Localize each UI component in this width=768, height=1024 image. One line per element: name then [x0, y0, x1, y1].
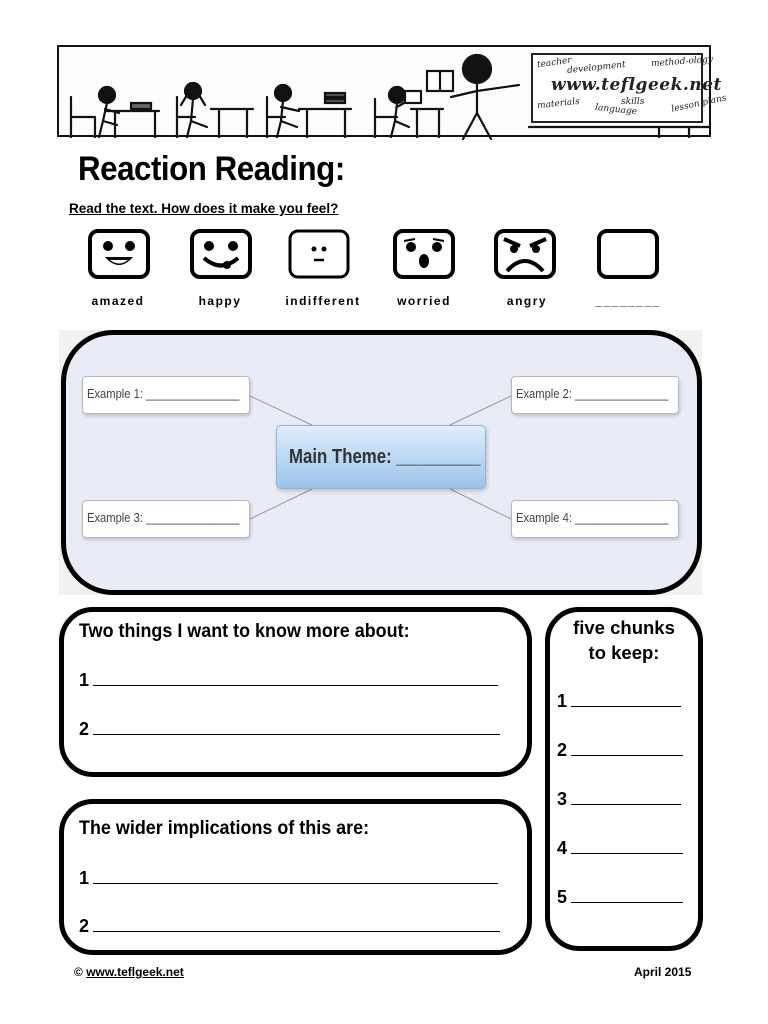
implications-heading: The wider implications of this are:: [79, 817, 370, 839]
example-2-box[interactable]: [511, 376, 679, 414]
line-number: 1: [79, 670, 90, 690]
board-site: www.teflgeek.net: [551, 75, 722, 95]
know-more-line-2[interactable]: [79, 717, 500, 740]
board-word: teacher: [536, 55, 573, 71]
know-more-heading: Two things I want to know more about:: [79, 620, 410, 642]
chunks-heading: [545, 615, 703, 665]
face-label-happy: happy: [198, 294, 242, 308]
face-label-amazed: amazed: [91, 294, 145, 308]
line-number: 2: [79, 916, 90, 936]
face-label-angry: angry: [506, 294, 548, 308]
footer-date: April 2015: [634, 965, 692, 979]
line-number: 2: [557, 740, 568, 760]
board-word: lesson plans: [670, 93, 728, 115]
example-1-label: Example 1: _______________: [87, 386, 240, 401]
main-theme-label: Main Theme: _________: [289, 446, 481, 468]
copyright-symbol: ©: [74, 965, 83, 979]
example-4-box[interactable]: [511, 500, 679, 538]
line-number: 4: [557, 838, 568, 858]
footer-copyright: [74, 965, 184, 979]
example-2-label: Example 2: _______________: [516, 386, 669, 401]
chunks-heading-line-2: to keep:: [588, 642, 660, 663]
board-word: method-ology: [650, 54, 714, 70]
main-theme-box[interactable]: [276, 425, 486, 489]
example-4-label: Example 4: _______________: [516, 510, 669, 525]
example-3-box[interactable]: [82, 500, 250, 538]
chunk-line-1[interactable]: [557, 689, 681, 712]
page-title: Reaction Reading:: [78, 150, 345, 188]
example-3-label: Example 3: _______________: [87, 510, 240, 525]
line-number: 1: [79, 868, 90, 888]
board-word: development: [566, 59, 627, 77]
chunk-line-2[interactable]: [557, 738, 683, 761]
line-number: 1: [557, 691, 568, 711]
implications-line-2[interactable]: [79, 914, 500, 937]
footer-link[interactable]: www.teflgeek.net: [86, 965, 184, 979]
implications-line-1[interactable]: [79, 866, 498, 889]
example-1-box[interactable]: [82, 376, 250, 414]
know-more-line-1[interactable]: [79, 668, 498, 691]
line-number: 5: [557, 887, 568, 907]
chunks-heading-line-1: five chunks: [573, 617, 675, 638]
line-number: 2: [79, 719, 90, 739]
chunk-line-4[interactable]: [557, 836, 683, 859]
chunk-line-3[interactable]: [557, 787, 681, 810]
line-number: 3: [557, 789, 568, 809]
board-word: language: [594, 102, 638, 118]
face-label-worried: worried: [397, 294, 451, 308]
chunk-line-5[interactable]: [557, 885, 683, 908]
board-word: skills: [621, 97, 645, 107]
instruction-text: Read the text. How does it make you feel?: [69, 201, 339, 216]
face-label-indifferent: indifferent: [285, 294, 361, 308]
board-word: materials: [536, 96, 581, 112]
face-label-blank[interactable]: ________: [595, 294, 661, 308]
